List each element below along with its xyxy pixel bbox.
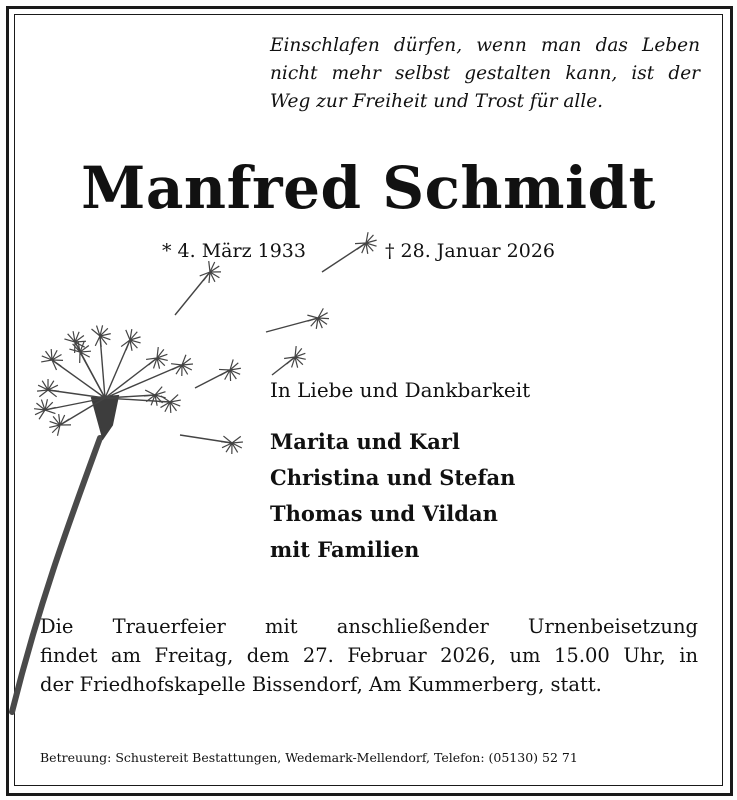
- funeral-line: findet am Freitag, dem 27. Februar 2026, um 15.00 Uhr, in: [40, 644, 698, 667]
- funeral-line: Die Trauerfeier mit anschließender Urnenbeisetzung: [40, 615, 698, 638]
- quote-line: Einschlafen dürfen, wenn man das Leben: [270, 35, 700, 56]
- birth-date: * 4. März 1933: [162, 240, 306, 262]
- quote: [270, 32, 700, 116]
- deceased-name: Manfred Schmidt: [81, 154, 656, 222]
- quote-line: Weg zur Freiheit und Trost für alle.: [270, 91, 604, 112]
- mourner: mit Familien: [270, 537, 420, 562]
- funeral-line: der Friedhofskapelle Bissendorf, Am Kummerberg, statt.: [40, 673, 602, 696]
- mourner: Christina und Stefan: [270, 465, 516, 490]
- mourner: Thomas und Vildan: [270, 501, 498, 526]
- dedication: In Liebe und Dankbarkeit: [270, 378, 531, 402]
- undertaker-footer: Betreuung: Schustereit Bestattungen, Wedemark-Mellendorf, Telefon: (05130) 52 71: [40, 750, 578, 765]
- death-date: † 28. Januar 2026: [385, 240, 556, 262]
- quote-line: nicht mehr selbst gestalten kann, ist der: [270, 63, 700, 84]
- mourner: Marita und Karl: [270, 429, 460, 454]
- funeral-notice: [40, 612, 698, 699]
- mourner-list: [270, 424, 515, 568]
